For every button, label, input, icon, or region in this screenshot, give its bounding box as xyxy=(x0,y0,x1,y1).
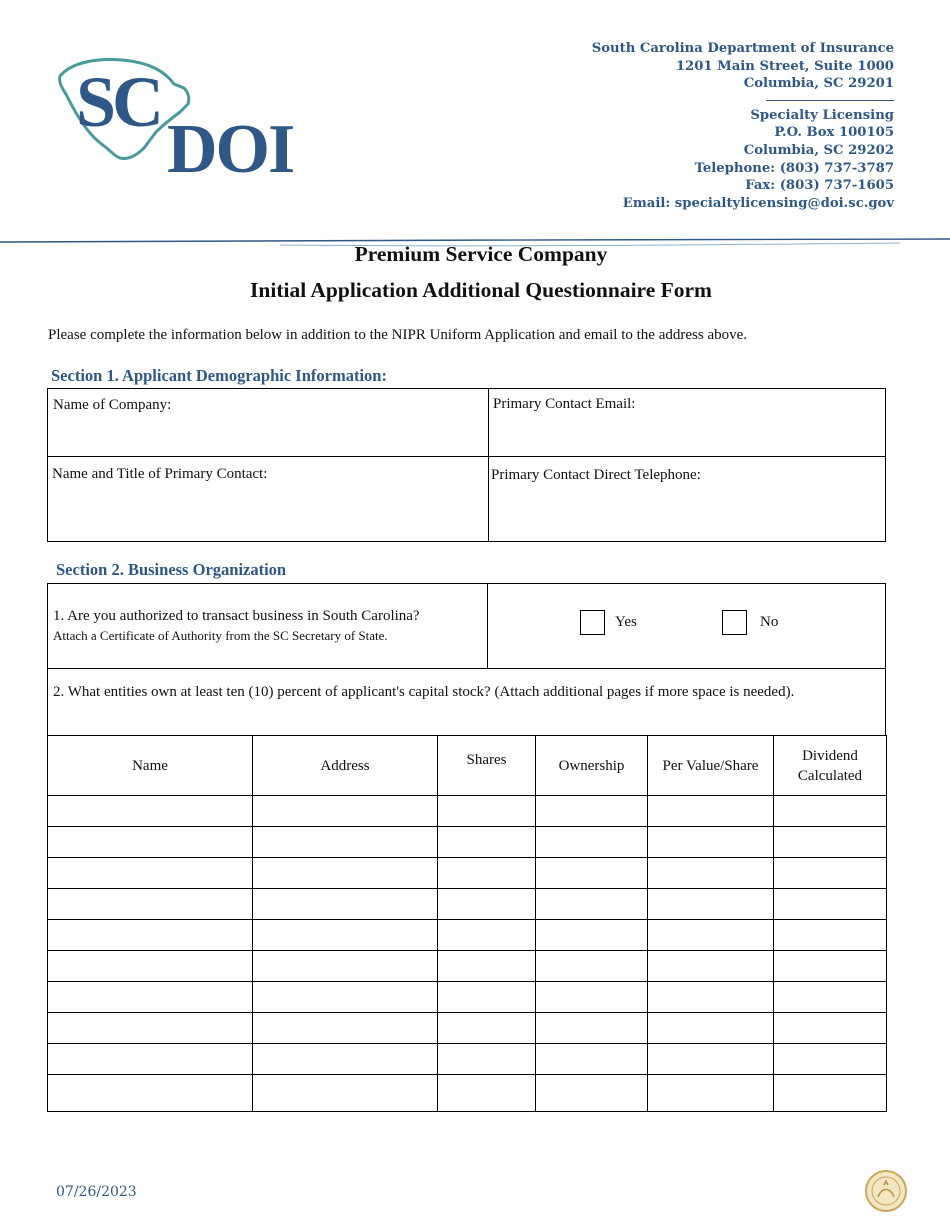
table-row xyxy=(48,951,887,982)
table-row xyxy=(48,920,887,951)
table-row xyxy=(48,1044,887,1075)
contact-phone-field[interactable] xyxy=(488,456,886,542)
table-row xyxy=(48,1013,887,1044)
address-block xyxy=(592,40,894,212)
table-cell[interactable] xyxy=(438,889,536,920)
division-name: Specialty Licensing xyxy=(750,107,894,123)
table-cell[interactable] xyxy=(438,1044,536,1075)
q1-cell xyxy=(47,583,488,669)
table-row xyxy=(48,982,887,1013)
table-cell[interactable] xyxy=(536,1044,648,1075)
form-title-line1: Premium Service Company xyxy=(354,242,608,266)
form-title-line2: Initial Application Additional Questionnaire Form xyxy=(250,278,712,302)
logo-sc-text: SC xyxy=(76,62,161,142)
table-cell[interactable] xyxy=(536,1013,648,1044)
company-name-label: Name of Company: xyxy=(53,397,172,413)
table-cell[interactable] xyxy=(536,827,648,858)
table-cell[interactable] xyxy=(536,889,648,920)
org-city: Columbia, SC 29201 xyxy=(743,76,894,92)
table-body xyxy=(48,796,887,1112)
table-cell[interactable] xyxy=(648,827,774,858)
table-row xyxy=(48,858,887,889)
fax: Fax: (803) 737-1605 xyxy=(745,178,894,194)
table-cell[interactable] xyxy=(774,1075,887,1112)
table-header-row xyxy=(48,736,887,796)
table-cell[interactable] xyxy=(253,1013,438,1044)
table-cell[interactable] xyxy=(438,858,536,889)
table-cell[interactable] xyxy=(438,1075,536,1112)
table-cell[interactable] xyxy=(48,827,253,858)
table-cell[interactable] xyxy=(253,889,438,920)
table-cell[interactable] xyxy=(648,951,774,982)
table-cell[interactable] xyxy=(438,827,536,858)
table-cell[interactable] xyxy=(648,1075,774,1112)
table-cell[interactable] xyxy=(48,889,253,920)
contact-name-label: Name and Title of Primary Contact: xyxy=(52,466,268,482)
table-cell[interactable] xyxy=(253,796,438,827)
table-cell[interactable] xyxy=(253,827,438,858)
contact-email-label: Primary Contact Email: xyxy=(493,396,636,412)
table-cell[interactable] xyxy=(774,827,887,858)
q1-note: Attach a Certificate of Authority from the SC Secretary of State. xyxy=(53,628,388,643)
table-row xyxy=(48,827,887,858)
table-cell[interactable] xyxy=(774,796,887,827)
q2-cell xyxy=(47,668,886,736)
table-cell[interactable] xyxy=(48,1044,253,1075)
table-cell[interactable] xyxy=(438,796,536,827)
table-cell[interactable] xyxy=(648,858,774,889)
table-cell[interactable] xyxy=(438,951,536,982)
table-cell[interactable] xyxy=(253,920,438,951)
q1-answer-cell xyxy=(487,583,886,669)
table-cell[interactable] xyxy=(536,982,648,1013)
table-cell[interactable] xyxy=(48,858,253,889)
ownership-table xyxy=(47,735,887,1112)
table-cell[interactable] xyxy=(48,982,253,1013)
logo-doi-text: DOI xyxy=(167,111,294,182)
scdoi-logo xyxy=(52,52,342,182)
table-row xyxy=(48,1075,887,1112)
table-cell[interactable] xyxy=(48,1013,253,1044)
table-cell[interactable] xyxy=(774,889,887,920)
yes-label: Yes xyxy=(615,614,637,630)
table-cell[interactable] xyxy=(48,951,253,982)
contact-phone-label: Primary Contact Direct Telephone: xyxy=(491,467,701,483)
header-ownership: Ownership xyxy=(536,736,648,796)
email-link[interactable]: Email: specialtylicensing@doi.sc.gov xyxy=(622,195,894,211)
table-cell[interactable] xyxy=(438,920,536,951)
table-cell[interactable] xyxy=(536,951,648,982)
table-cell[interactable] xyxy=(253,982,438,1013)
table-cell[interactable] xyxy=(48,920,253,951)
table-cell[interactable] xyxy=(648,1044,774,1075)
table-cell[interactable] xyxy=(774,1013,887,1044)
section2-heading: Section 2. Business Organization xyxy=(56,560,287,579)
table-cell[interactable] xyxy=(774,951,887,982)
address-divider xyxy=(766,100,894,101)
table-row xyxy=(48,889,887,920)
org-name: South Carolina Department of Insurance xyxy=(591,41,894,56)
table-cell[interactable] xyxy=(253,858,438,889)
no-checkbox[interactable] xyxy=(722,610,747,635)
table-cell[interactable] xyxy=(774,1044,887,1075)
no-label: No xyxy=(760,614,779,630)
table-cell[interactable] xyxy=(648,796,774,827)
table-cell[interactable] xyxy=(774,858,887,889)
telephone: Telephone: (803) 737-3787 xyxy=(694,160,894,176)
header-per-value: Per Value/Share xyxy=(648,736,774,796)
header-shares: Shares xyxy=(438,736,536,796)
header-dividend: Dividend Calculated xyxy=(774,736,887,796)
table-cell[interactable] xyxy=(48,796,253,827)
contact-name-field[interactable] xyxy=(47,456,489,542)
yes-checkbox[interactable] xyxy=(580,610,605,635)
table-cell[interactable] xyxy=(648,920,774,951)
q2-text: 2. What entities own at least ten (10) percent of applicant's capital stock? (Attach additional pages if more space is needed). xyxy=(53,684,795,700)
state-seal-icon xyxy=(864,1169,908,1213)
table-cell[interactable] xyxy=(648,1013,774,1044)
contact-email-field[interactable] xyxy=(488,388,886,457)
table-cell[interactable] xyxy=(438,1013,536,1044)
table-cell[interactable] xyxy=(536,796,648,827)
table-cell[interactable] xyxy=(536,858,648,889)
table-cell[interactable] xyxy=(774,982,887,1013)
table-cell[interactable] xyxy=(48,1075,253,1112)
division-city: Columbia, SC 29202 xyxy=(743,142,894,158)
intro-text: Please complete the information below in addition to the NIPR Uniform Application and email to the address above. xyxy=(48,327,748,343)
header-address: Address xyxy=(253,736,438,796)
table-cell[interactable] xyxy=(648,889,774,920)
q1-text: 1. Are you authorized to transact business in South Carolina? xyxy=(53,608,420,624)
table-cell[interactable] xyxy=(438,982,536,1013)
section1-heading: Section 1. Applicant Demographic Information: xyxy=(51,366,387,385)
header-name: Name xyxy=(48,736,253,796)
table-cell[interactable] xyxy=(253,1044,438,1075)
footer-date: 07/26/2023 xyxy=(56,1184,137,1200)
table-cell[interactable] xyxy=(253,951,438,982)
table-cell[interactable] xyxy=(774,920,887,951)
po-box: P.O. Box 100105 xyxy=(774,125,894,141)
table-cell[interactable] xyxy=(253,1075,438,1112)
table-row xyxy=(48,796,887,827)
table-cell[interactable] xyxy=(536,1075,648,1112)
company-name-field[interactable] xyxy=(47,388,489,457)
table-cell[interactable] xyxy=(648,982,774,1013)
org-street: 1201 Main Street, Suite 1000 xyxy=(675,58,894,74)
table-cell[interactable] xyxy=(536,920,648,951)
